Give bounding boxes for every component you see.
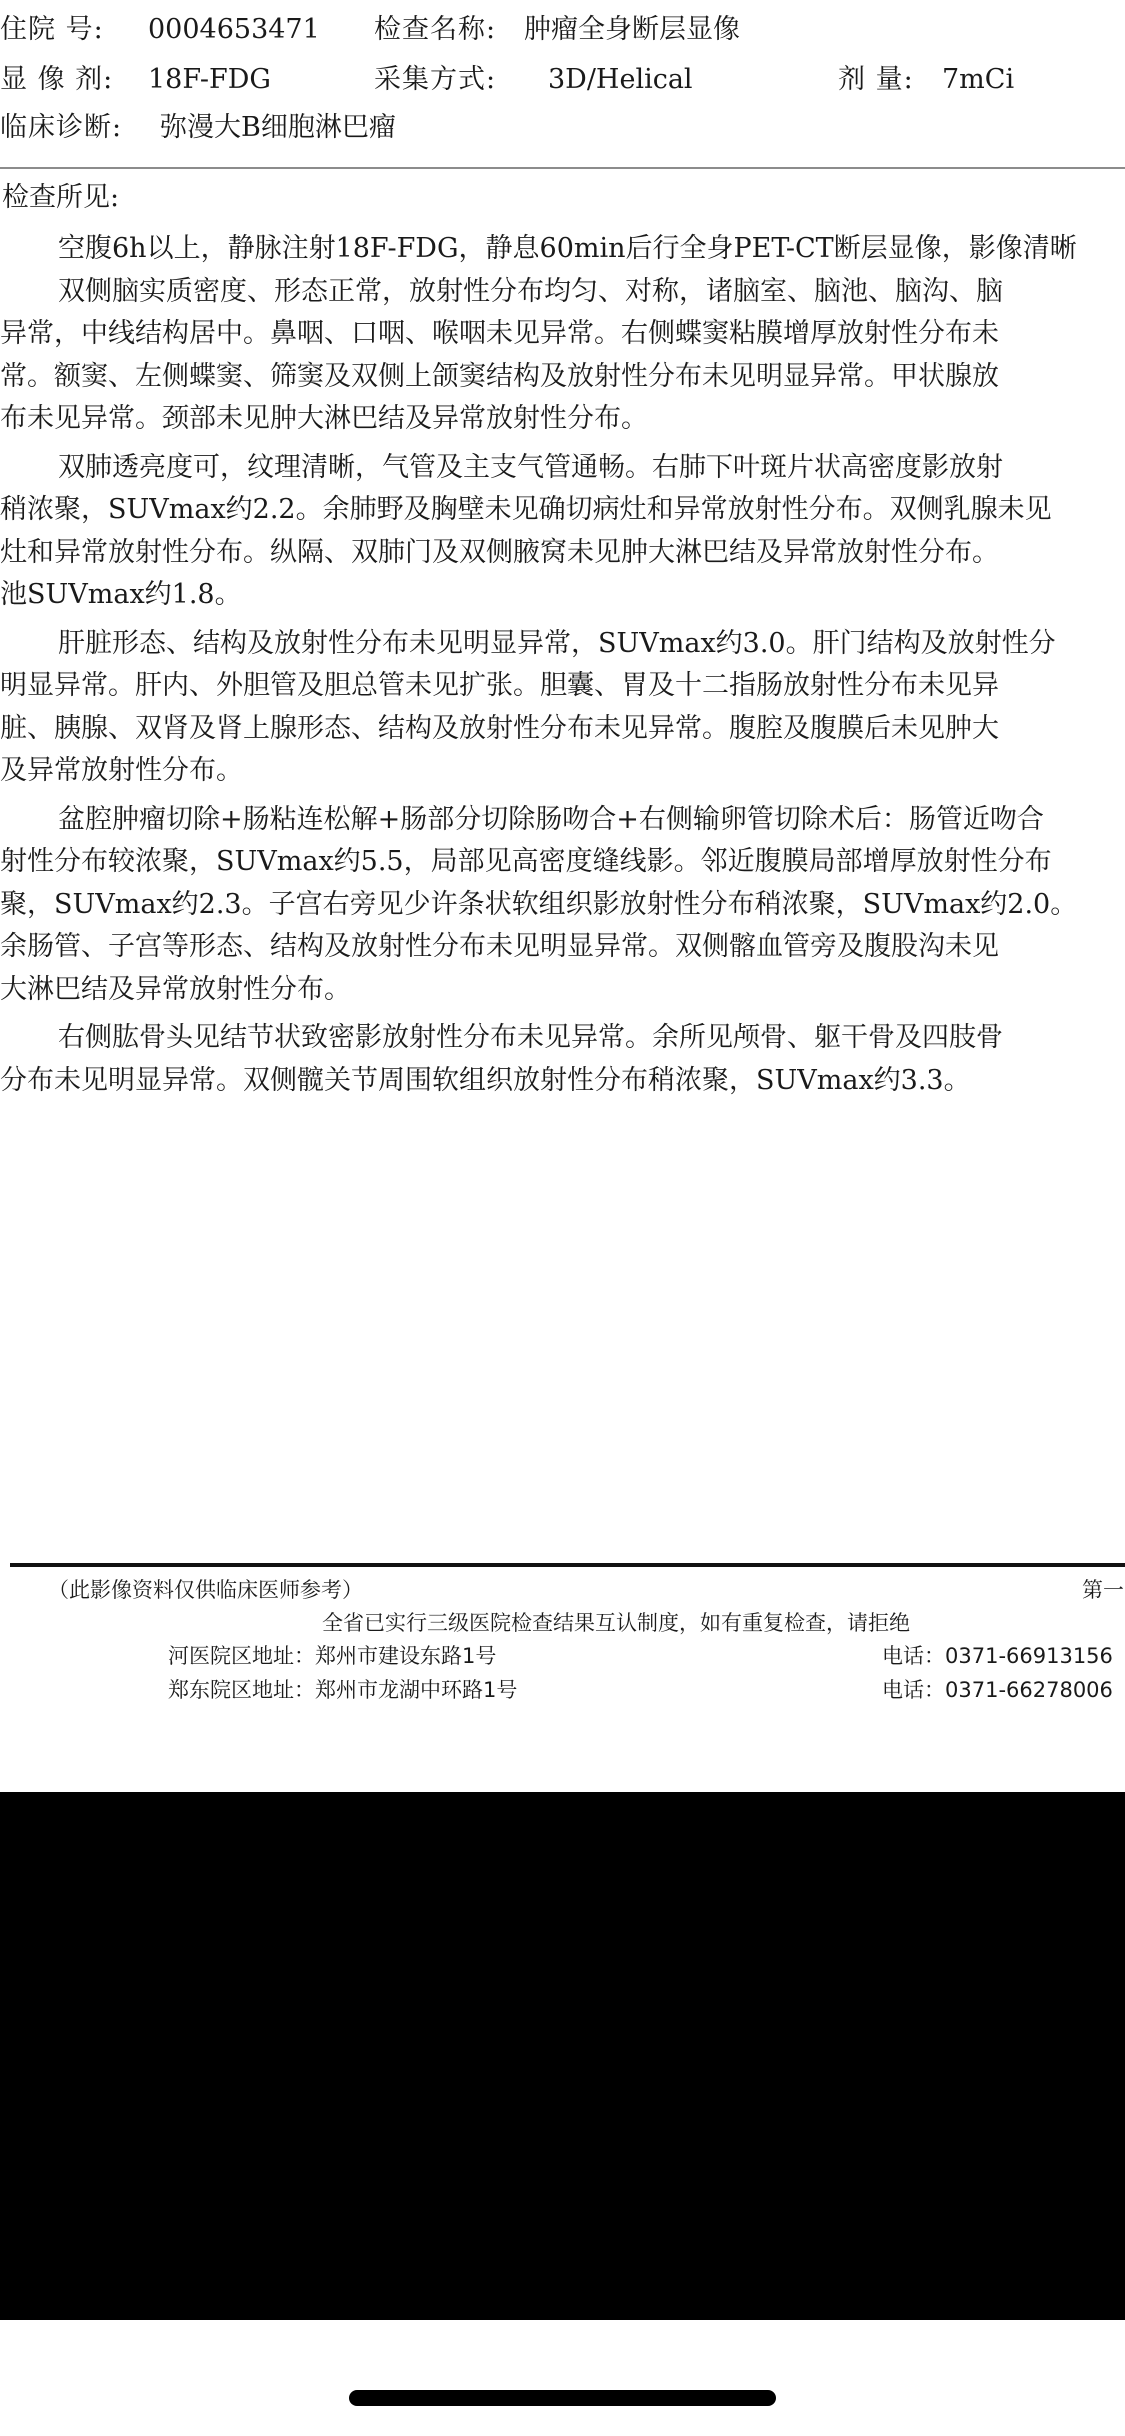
- section-divider: [0, 167, 1125, 169]
- address-line-1: [168, 1641, 496, 1671]
- phone-2-label: 电话：: [882, 1678, 945, 1702]
- findings-line: 肝脏形态、结构及放射性分布未见明显异常，SUVmax约3.0。肝门结构及放射性分: [58, 627, 1056, 659]
- page-indicator: 第一: [1082, 1578, 1124, 1602]
- findings-paragraph: [0, 228, 1125, 271]
- dose-value: 7mCi: [942, 64, 1015, 95]
- exam-name-label: 检查名称:: [374, 14, 497, 45]
- findings-line: 聚，SUVmax约2.3。子宫右旁见少许条状软组织影放射性分布稍浓聚，SUVmax约2.0。: [0, 888, 1078, 920]
- findings-line: 余肠管、子宫等形态、结构及放射性分布未见明显异常。双侧髂血管旁及腹股沟未见: [0, 931, 999, 962]
- findings-title: 检查所见:: [2, 182, 120, 213]
- findings-line: 射性分布较浓聚，SUVmax约5.5，局部见高密度缝线影。邻近腹膜局部增厚放射性分布: [0, 846, 1052, 877]
- phone-1-value: 0371-66913156: [945, 1644, 1113, 1668]
- findings-paragraph: [0, 271, 1125, 441]
- patient-id-value: 0004653471: [148, 14, 320, 45]
- phone-line-2: [882, 1675, 1113, 1705]
- dose-label: 剂 量:: [838, 64, 914, 95]
- address-1-value: 郑州市建设东路1号: [315, 1644, 497, 1668]
- home-indicator[interactable]: [349, 2390, 776, 2406]
- diagnosis-value: 弥漫大B细胞淋巴瘤: [160, 112, 396, 143]
- findings-line: 右侧肱骨头见结节状致密影放射性分布未见异常。余所见颅骨、躯干骨及四肢骨: [58, 1022, 1003, 1053]
- findings-paragraph: [0, 447, 1125, 617]
- diagnosis-label: 临床诊断:: [0, 112, 123, 143]
- findings-line: 双肺透亮度可，纹理清晰，气管及主支气管通畅。右肺下叶斑片状高密度影放射: [58, 451, 1003, 483]
- address-2-value: 郑州市龙湖中环路1号: [315, 1678, 518, 1702]
- findings-line: 及异常放射性分布。: [0, 755, 243, 786]
- findings-line: 布未见异常。颈部未见肿大淋巴结及异常放射性分布。: [0, 403, 648, 434]
- reference-note: （此影像资料仅供临床医师参考）: [48, 1578, 363, 1602]
- findings-line: 脏、胰腺、双肾及肾上腺形态、结构及放射性分布未见异常。腹腔及腹膜后未见肿大: [0, 712, 999, 744]
- footer-divider: [10, 1563, 1125, 1567]
- findings-line: 灶和异常放射性分布。纵隔、双肺门及双侧腋窝未见肿大淋巴结及异常放射性分布。: [0, 536, 999, 568]
- agent-value: 18F-FDG: [148, 64, 271, 95]
- patient-id-label: 住院 号:: [0, 14, 104, 45]
- findings-line: 盆腔肿瘤切除+肠粘连松解+肠部分切除肠吻合+右侧输卵管切除术后：肠管近吻合: [58, 803, 1044, 835]
- phone-2-value: 0371-66278006: [945, 1678, 1113, 1702]
- findings-line: 明显异常。肝内、外胆管及胆总管未见扩张。胆囊、胃及十二指肠放射性分布未见异: [0, 670, 999, 701]
- address-line-2: [168, 1675, 517, 1705]
- findings-paragraph: [0, 1017, 1125, 1102]
- findings-body: [0, 228, 1125, 1102]
- exam-name-value: 肿瘤全身断层显像: [524, 14, 740, 45]
- findings-paragraph: [0, 623, 1125, 793]
- findings-line: 稍浓聚，SUVmax约2.2。余肺野及胸壁未见确切病灶和异常放射性分布。双侧乳腺未见: [0, 494, 1052, 525]
- phone-1-label: 电话：: [882, 1644, 945, 1668]
- method-value: 3D/Helical: [548, 64, 693, 95]
- blank-screen-area: [0, 1792, 1125, 2320]
- findings-line: 空腹6h以上，静脉注射18F-FDG，静息60min后行全身PET-CT断层显像，影像清晰: [58, 233, 1077, 264]
- phone-line-1: [882, 1641, 1113, 1671]
- findings-line: 异常，中线结构居中。鼻咽、口咽、喉咽未见异常。右侧蝶窦粘膜增厚放射性分布未: [0, 318, 999, 349]
- findings-paragraph: [0, 799, 1125, 1012]
- findings-line: 常。额窦、左侧蝶窦、筛窦及双侧上颌窦结构及放射性分布未见明显异常。甲状腺放: [0, 360, 999, 392]
- findings-line: 双侧脑实质密度、形态正常，放射性分布均匀、对称，诸脑室、脑池、脑沟、脑: [58, 275, 1003, 307]
- mutual-recognition-policy: 全省已实行三级医院检查结果互认制度，如有重复检查，请拒绝: [322, 1611, 910, 1635]
- address-1-label: 河医院区地址：: [168, 1644, 315, 1668]
- agent-label: 显 像 剂:: [0, 64, 114, 95]
- findings-line: 分布未见明显异常。双侧髋关节周围软组织放射性分布稍浓聚，SUVmax约3.3。: [0, 1064, 971, 1096]
- findings-line: 池SUVmax约1.8。: [0, 579, 242, 610]
- method-label: 采集方式:: [374, 64, 497, 95]
- findings-line: 大淋巴结及异常放射性分布。: [0, 973, 351, 1005]
- address-2-label: 郑东院区地址：: [168, 1678, 315, 1702]
